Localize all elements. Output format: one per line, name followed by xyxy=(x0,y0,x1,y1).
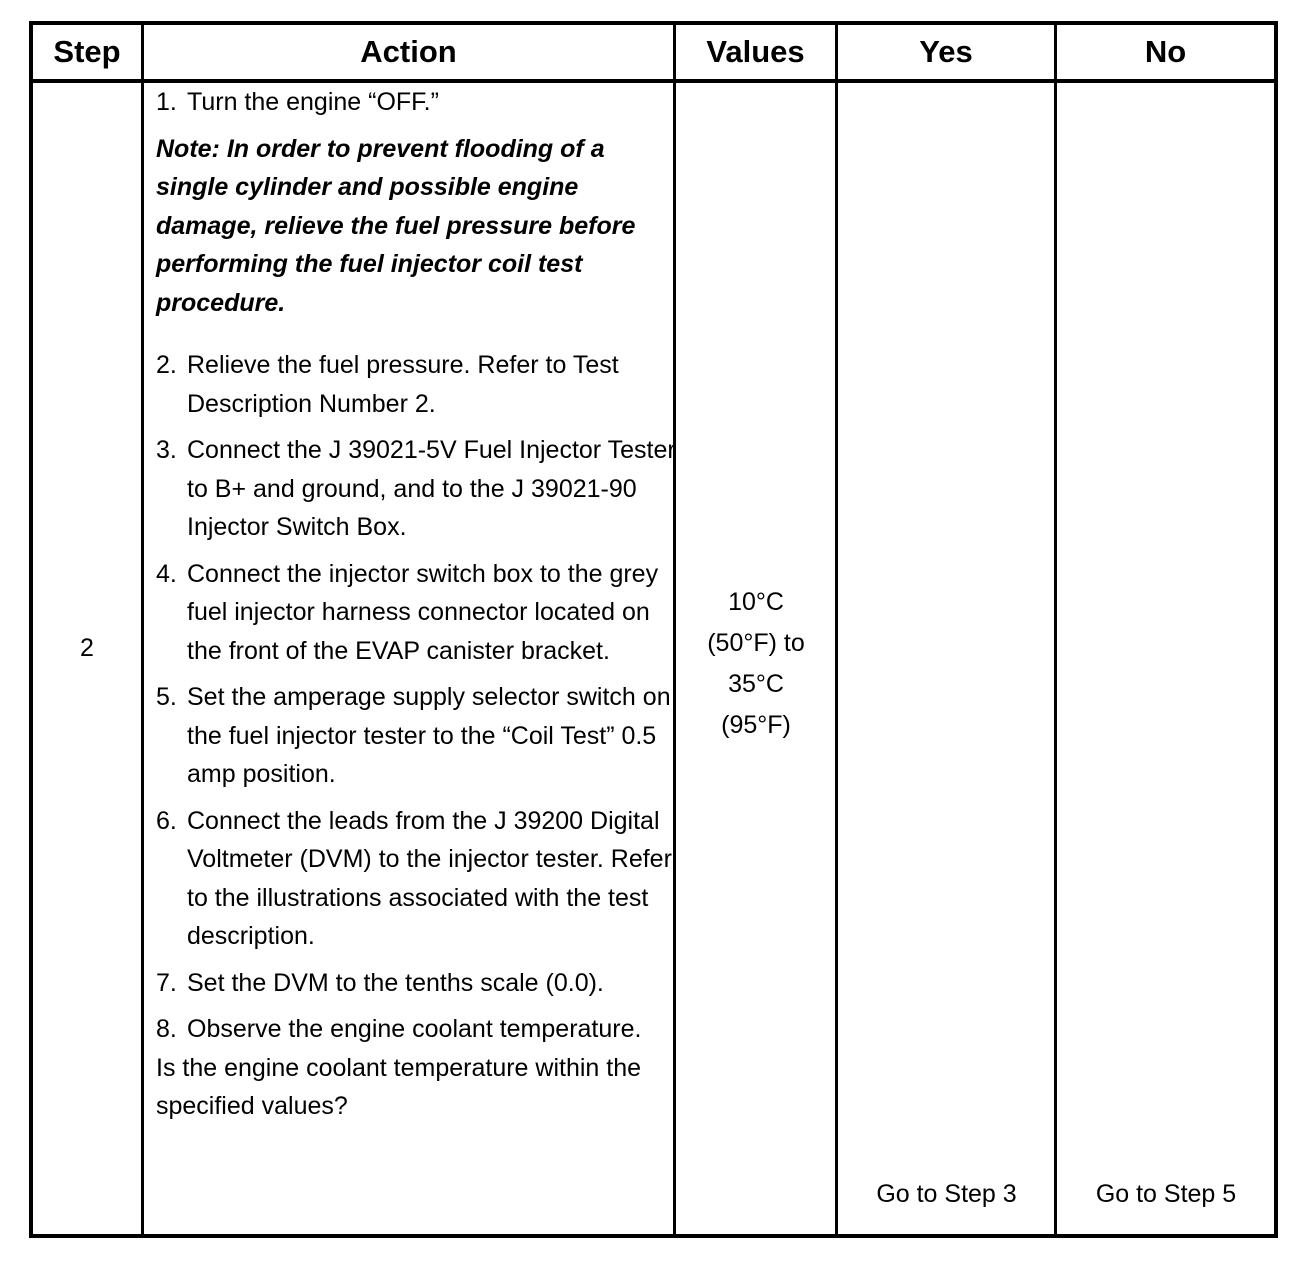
action-item xyxy=(156,964,676,1003)
value-line: (50°F) to xyxy=(707,629,805,657)
action-item xyxy=(156,431,676,547)
action-item xyxy=(156,83,676,122)
action-item xyxy=(156,802,676,956)
action-item xyxy=(156,346,676,423)
header-step: Step xyxy=(53,34,121,69)
action-item-text: Set the DVM to the tenths scale (0.0). xyxy=(187,968,604,997)
action-note: Note: In order to prevent flooding of a single cylinder and possible engine damage, relieve the fuel pressure before performing the fuel injector coil test procedure. xyxy=(156,134,636,317)
value-line: (95°F) xyxy=(721,711,791,739)
action-item-number: 5. xyxy=(156,683,177,711)
action-question: Is the engine coolant temperature within the specified values? xyxy=(156,1053,642,1120)
action-item xyxy=(156,1010,676,1049)
action-item xyxy=(156,555,676,671)
action-item-number: 2. xyxy=(156,351,177,379)
step-number: 2 xyxy=(80,634,94,662)
value-line: 35°C xyxy=(728,670,784,698)
diagnostic-table xyxy=(29,21,1278,1238)
action-item-number: 4. xyxy=(156,559,177,588)
values-cell xyxy=(677,582,835,746)
action-item-text: Observe the engine coolant temperature. xyxy=(187,1015,642,1043)
header-yes: Yes xyxy=(919,34,973,69)
action-item-number: 1. xyxy=(156,88,177,116)
column-divider xyxy=(1054,25,1057,1234)
action-item-text: Relieve the fuel pressure. Refer to Test Description Number 2. xyxy=(187,351,619,418)
action-item-text: Set the amperage supply selector switch on the fuel injector tester to the “Coil Test” 0.5 amp position. xyxy=(187,683,671,788)
header-values: Values xyxy=(706,34,805,69)
header-no: No xyxy=(1144,34,1187,69)
action-item xyxy=(156,678,676,794)
action-item-number: 6. xyxy=(156,806,177,835)
column-divider xyxy=(835,25,838,1234)
action-cell xyxy=(156,83,676,1126)
action-item-number: 8. xyxy=(156,1015,177,1043)
header-action: Action xyxy=(360,34,457,69)
action-item-text: Connect the J 39021-5V Fuel Injector Tester to B+ and ground, and to the J 39021-90 Injector Switch Box. xyxy=(187,436,676,541)
action-item-text: Turn the engine “OFF.” xyxy=(187,88,439,116)
action-item-number: 3. xyxy=(156,436,177,464)
no-result: Go to Step 5 xyxy=(1095,1180,1237,1208)
value-line: 10°C xyxy=(728,588,784,616)
action-item-text: Connect the leads from the J 39200 Digital Voltmeter (DVM) to the injector tester. Refer to the illustrations associated with the test description. xyxy=(187,806,672,950)
yes-result: Go to Step 3 xyxy=(876,1180,1017,1208)
action-item-number: 7. xyxy=(156,968,177,997)
column-divider xyxy=(141,25,144,1234)
action-item-text: Connect the injector switch box to the grey fuel injector harness connector located on the front of the EVAP canister bracket. xyxy=(187,559,659,665)
